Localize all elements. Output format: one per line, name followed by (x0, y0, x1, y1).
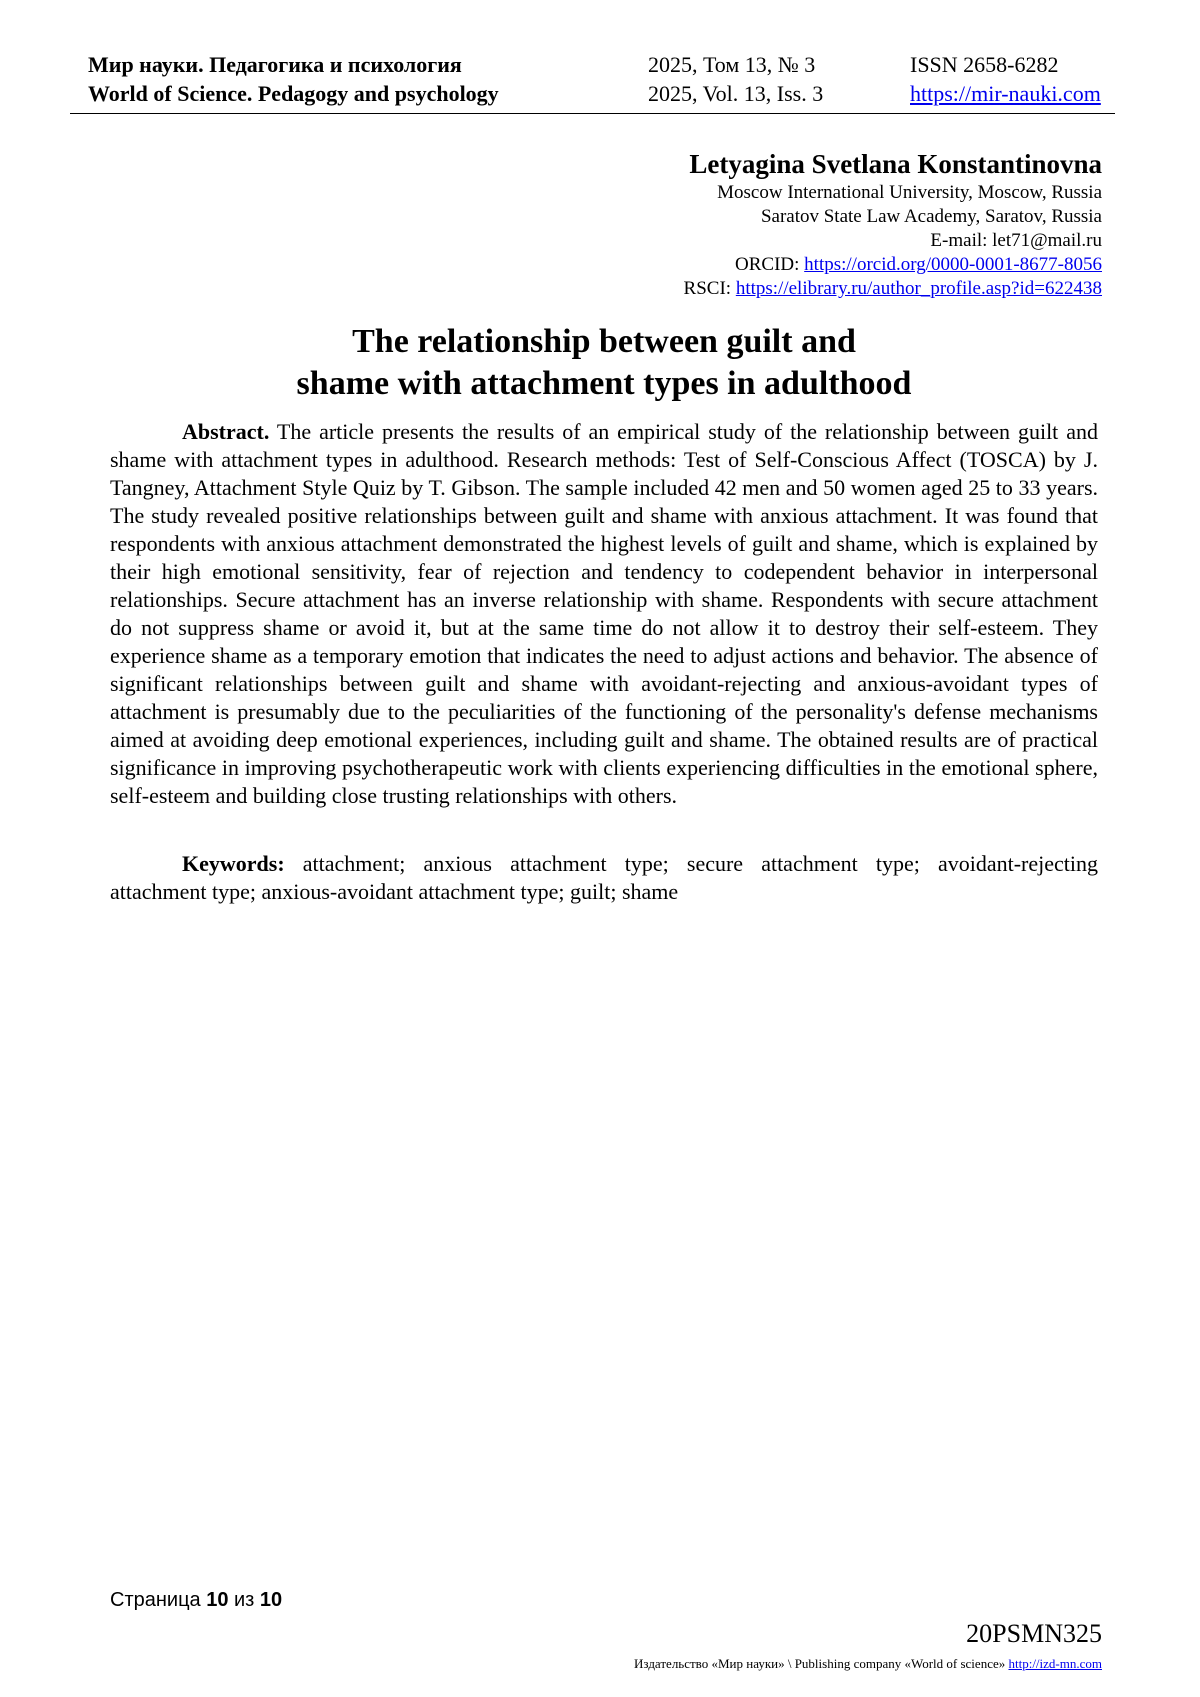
rsci-line (684, 277, 1102, 301)
journal-site-link[interactable]: https://mir-nauki.com (910, 81, 1101, 106)
journal-title-column (88, 50, 499, 108)
article-title-line-2: shame with attachment types in adulthood (296, 365, 912, 402)
affiliation-2: Saratov State Law Academy, Saratov, Russia (760, 206, 1102, 227)
issn: ISSN 2658-6282 (910, 52, 1059, 77)
page-total: 10 (259, 1589, 283, 1611)
journal-title-en: World of Science. Pedagogy and psychology (88, 81, 499, 106)
article-title-line-1: The relationship between guilt and (352, 323, 856, 360)
page-number (110, 1589, 282, 1612)
document-code: 20PSMN325 (966, 1619, 1102, 1648)
keywords-paragraph (110, 850, 1098, 906)
issue-ru: 2025, Том 13, № 3 (648, 52, 816, 77)
orcid-line (684, 253, 1102, 277)
page-prefix: Страница (110, 1589, 207, 1611)
publisher-link[interactable]: http://izd-mn.com (1008, 1656, 1102, 1671)
affiliation-1: Moscow International University, Moscow, Russia (717, 182, 1102, 203)
orcid-link[interactable]: https://orcid.org/0000-0001-8677-8056 (804, 254, 1102, 275)
rsci-link[interactable]: https://elibrary.ru/author_profile.asp?id=622438 (735, 278, 1102, 299)
publisher-line (634, 1656, 1102, 1672)
article-title (110, 321, 1098, 405)
author-email: E-mail: let71@mail.ru (930, 230, 1102, 251)
page-current: 10 (206, 1589, 229, 1611)
abstract-label: Abstract. (182, 419, 270, 444)
journal-title-ru: Мир науки. Педагогика и психология (88, 52, 462, 77)
page-of: из (228, 1589, 260, 1611)
abstract-paragraph (110, 418, 1098, 810)
orcid-label: ORCID: (735, 254, 805, 275)
issue-column (648, 50, 823, 108)
page-header (70, 50, 1120, 114)
rsci-label: RSCI: (683, 278, 736, 299)
author-block (684, 147, 1102, 301)
abstract-text: The article presents the results of an empirical study of the relationship between guilt and shame with attachment types in adulthood. Research methods: Test of Self-Conscious Affect (TOSCA) by J. Tangney, Attachment Style Quiz by T. Gibson. The sample included 42 men and 50 women aged 25 to 33 years. The study revealed positive relationships between guilt and shame with anxious attachment. It was found that respondents with anxious attachment demonstrated the highest levels of guilt and shame, which is explained by their high emotional sensitivity, fear of rejection and tendency to codependent behavior in interpersonal relationships. Secure attachment has an inverse relationship with shame. Respondents with secure attachment do not suppress shame or avoid it, but at the same time do not allow it to destroy their self-esteem. They experience shame as a temporary emotion that indicates the need to adjust actions and behavior. The absence of significant relationships between guilt and shame with avoidant-rejecting and anxious-avoidant types of attachment is presumably due to the peculiarities of the functioning of the personality's defense mechanisms aimed at avoiding deep emotional experiences, including guilt and shame. The obtained results are of practical significance in improving psychotherapeutic work with clients experiencing difficulties in the emotional sphere, self-esteem and building close trusting relationships with others. (110, 419, 1098, 808)
header-divider (70, 113, 1115, 114)
issn-column (910, 50, 1101, 108)
issue-en: 2025, Vol. 13, Iss. 3 (648, 81, 824, 106)
keywords-label: Keywords: (182, 851, 285, 876)
author-name: Letyagina Svetlana Konstantinovna (689, 149, 1102, 179)
publisher-text: Издательство «Мир науки» \ Publishing company «World of science» (634, 1656, 1009, 1671)
keywords-text: attachment; anxious attachment type; secure attachment type; avoidant-rejecting attachment type; anxious-avoidant attachment type; guilt; shame (110, 851, 1098, 904)
